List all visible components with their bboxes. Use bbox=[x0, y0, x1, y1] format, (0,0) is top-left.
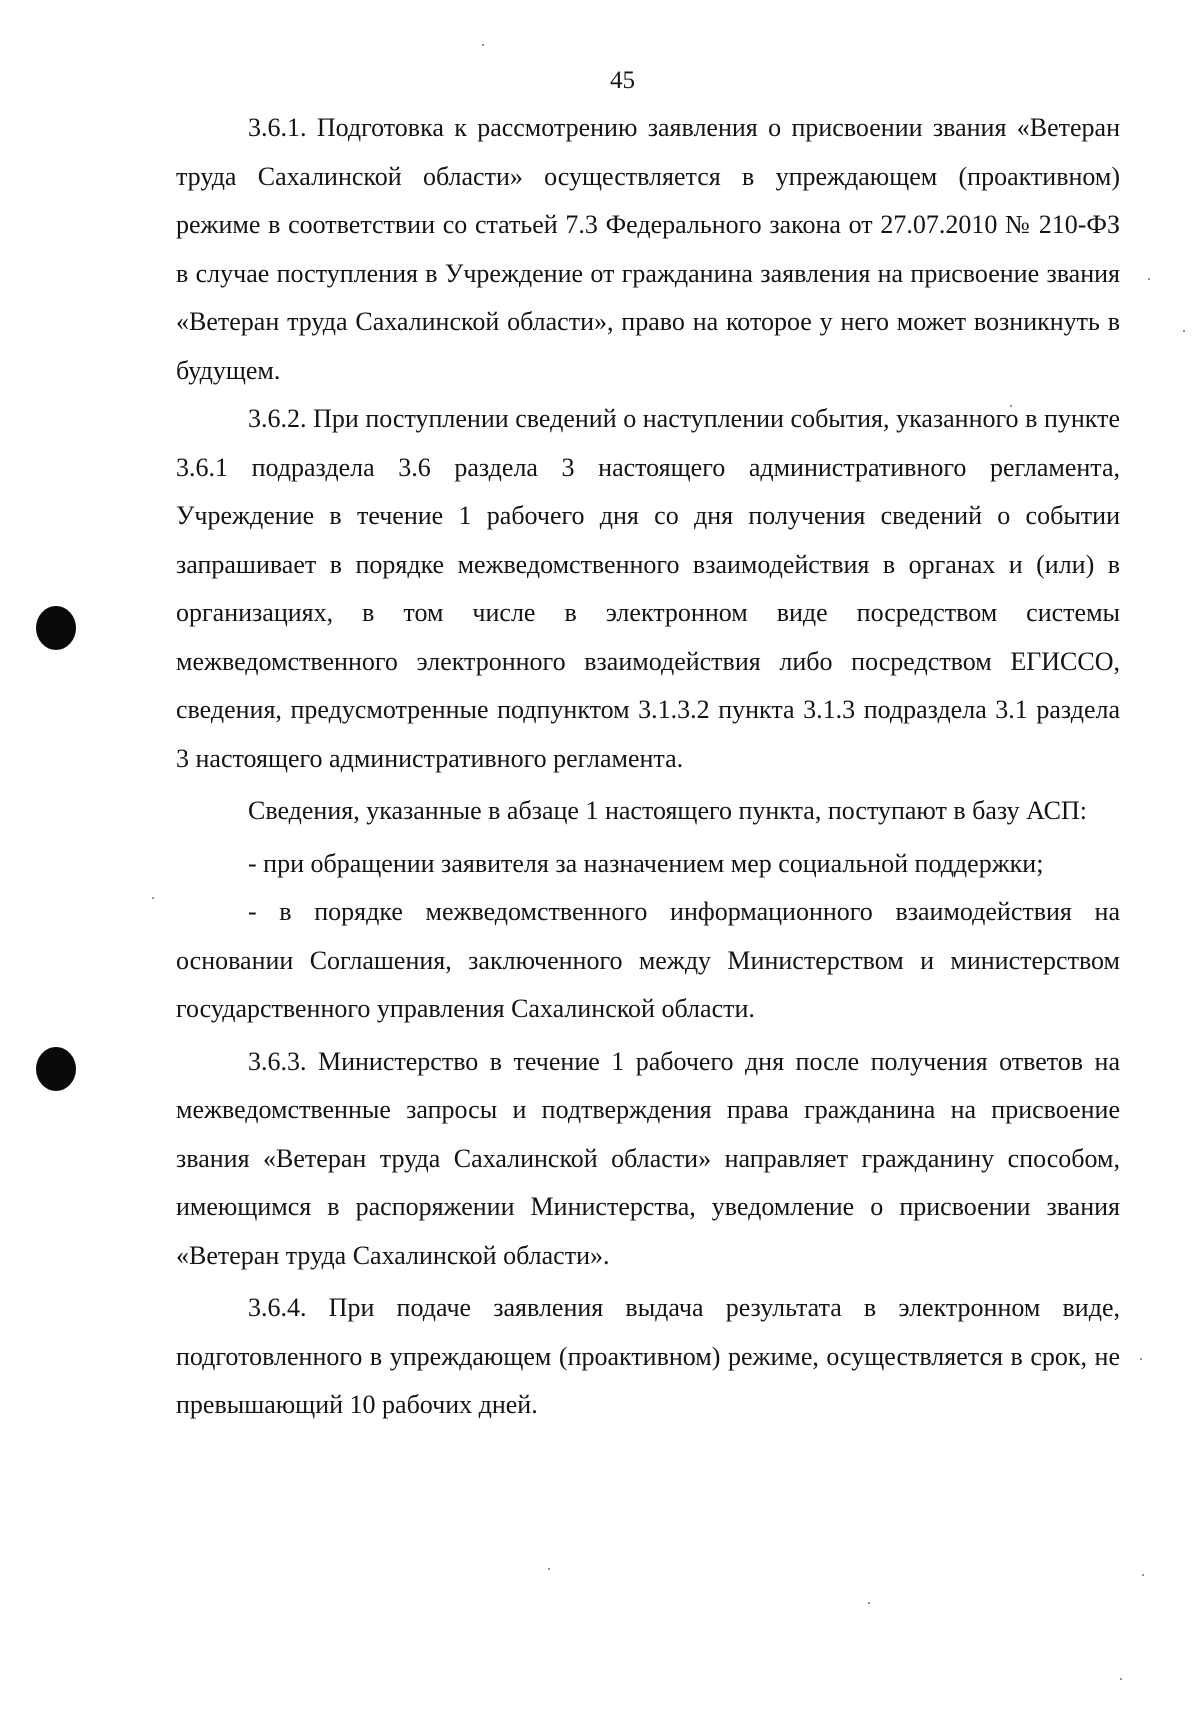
scan-speck bbox=[482, 44, 484, 46]
paragraph-3-6-3: 3.6.3. Министерство в течение 1 рабочего дня после получения ответов на межведомственные запросы и подтверждения права гражданина на присвоение звания «Ветеран труда Сахалинской области» направляет гражданину способом, имеющимся в распоряжении Министерства, уведомление о присвоении звания «Ветеран труда Сахалинской области». bbox=[176, 1046, 1120, 1270]
scan-speck bbox=[1140, 1358, 1142, 1360]
scan-speck bbox=[1183, 330, 1185, 332]
scan-speck bbox=[1142, 1574, 1144, 1576]
hole-punch-mark bbox=[36, 1047, 76, 1091]
paragraph-3-6-4: 3.6.4. При подаче заявления выдача результата в электронном виде, подготовленного в упреждающем (проактивном) режиме, осуществляется в срок, не превышающий 10 рабочих дней. bbox=[176, 1293, 1120, 1419]
scan-speck bbox=[548, 1568, 550, 1570]
list-item-interagency-agreement: - в порядке межведомственного информационного взаимодействия на основании Соглашения, заключенного между Министерством и министерством государственного управления Сахалинской области. bbox=[176, 897, 1120, 1023]
paragraph-3-6-2: 3.6.2. При поступлении сведений о наступлении события, указанного в пункте 3.6.1 подраздела 3.6 раздела 3 настоящего административного регламента, Учреждение в течение 1 рабочего дня со дня получения сведений о событии запрашивает в порядке межведомственного взаимодействия в органах и (или) в организациях, в том числе в электронном виде посредством системы межведомственного электронного взаимодействия либо посредством ЕГИССО, сведения, предусмотренные подпунктом 3.1.3.2 пункта 3.1.3 подраздела 3.1 раздела 3 настоящего административного регламента. bbox=[176, 404, 1120, 773]
page-number: 45 bbox=[610, 67, 635, 94]
list-item-applicant-request: - при обращении заявителя за назначением мер социальной поддержки; bbox=[248, 848, 1044, 878]
scan-speck bbox=[868, 1602, 870, 1604]
scan-speck bbox=[152, 897, 154, 899]
paragraph-info-sources: Сведения, указанные в абзаце 1 настоящего пункта, поступают в базу АСП: bbox=[248, 796, 1087, 825]
scan-speck bbox=[1120, 1678, 1122, 1680]
scan-speck bbox=[1148, 278, 1150, 280]
paragraph-3-6-1: 3.6.1. Подготовка к рассмотрению заявления о присвоении звания «Ветеран труда Сахалинской области» осуществляется в упреждающем (проактивном) режиме в соответствии со статьей 7.3 Федерального закона от 27.07.2010 № 210-ФЗ в случае поступления в Учреждение от гражданина заявления на присвоение звания «Ветеран труда Сахалинской области», право на которое у него может возникнуть в будущем. bbox=[176, 113, 1120, 385]
document-body bbox=[176, 104, 1120, 1430]
hole-punch-mark bbox=[36, 606, 76, 650]
